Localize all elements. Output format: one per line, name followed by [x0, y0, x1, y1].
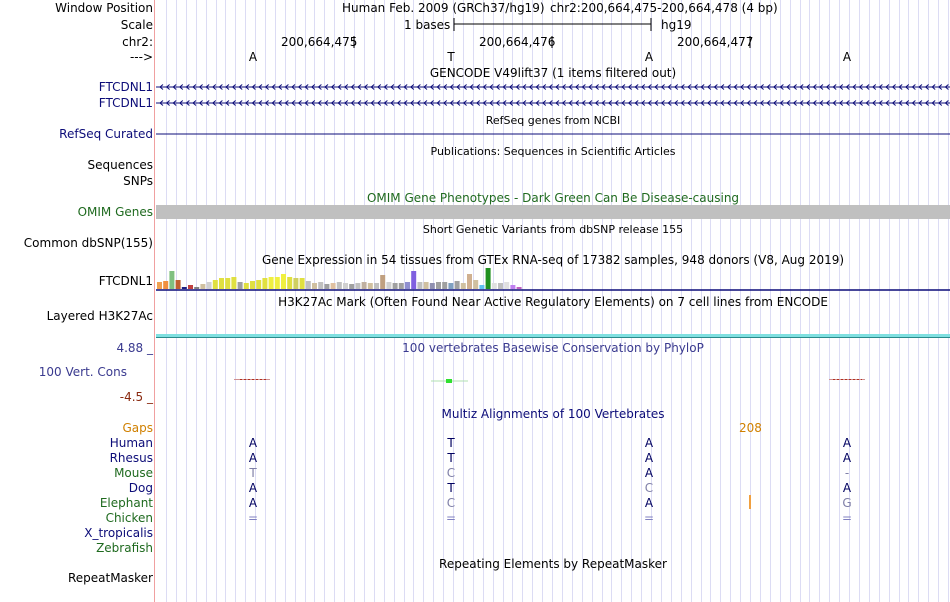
alignment-base: =	[445, 511, 457, 525]
alignment-base: C	[446, 466, 456, 480]
gap-marker	[749, 495, 751, 509]
alignment-base: A	[842, 481, 852, 495]
pubs-track-title[interactable]: Publications: Sequences in Scientific Articles	[430, 145, 676, 158]
species-label[interactable]: X_tropicalis	[84, 526, 153, 540]
alignment-base: A	[644, 451, 654, 465]
pubs-track-label[interactable]: Sequences	[87, 158, 153, 172]
dbsnp-track-title[interactable]: Short Genetic Variants from dbSNP release 155	[422, 223, 684, 236]
gaps-count: 208	[739, 421, 762, 435]
snps-track-label[interactable]: SNPs	[123, 174, 153, 188]
alignment-base: A	[248, 496, 258, 510]
alignment-base: T	[447, 436, 455, 450]
scale-label: Scale	[120, 18, 153, 32]
alignment-base: A	[842, 451, 852, 465]
alignment-base: -	[844, 466, 850, 480]
gaps-label: Gaps	[122, 421, 153, 435]
multiz-track-title[interactable]: Multiz Alignments of 100 Vertebrates	[441, 407, 665, 421]
phylop-track-title[interactable]: 100 vertebrates Basewise Conservation by PhyloP	[402, 341, 704, 355]
alignment-base: A	[644, 496, 654, 510]
chrom-label: chr2:	[122, 35, 153, 49]
base-letter: A	[842, 50, 852, 64]
alignment-base: T	[447, 481, 455, 495]
coord-tick: 200,664,475	[281, 35, 358, 49]
repeatmasker-track-label[interactable]: RepeatMasker	[67, 571, 153, 585]
species-label[interactable]: Mouse	[114, 466, 153, 480]
strand-label: --->	[129, 50, 153, 64]
alignment-base: T	[249, 466, 257, 480]
alignment-base: A	[644, 436, 654, 450]
alignment-base: A	[248, 436, 258, 450]
gtex-track-title[interactable]: Gene Expression in 54 tissues from GTEx RNA-seq of 17382 samples, 948 donors (V8, Aug 2019)	[261, 253, 845, 267]
base-letter: T	[447, 50, 455, 64]
species-label[interactable]: Zebrafish	[96, 541, 153, 555]
alignment-base: A	[248, 451, 258, 465]
alignment-base: T	[447, 451, 455, 465]
phylop-track-label[interactable]: 100 Vert. Cons	[38, 365, 127, 379]
window-position-label: Window Position	[55, 1, 153, 15]
refseq-track-title[interactable]: RefSeq genes from NCBI	[485, 114, 621, 127]
alignment-base: A	[644, 466, 654, 480]
omim-track-label[interactable]: OMIM Genes	[77, 205, 153, 219]
dbsnp-track-label[interactable]: Common dbSNP(155)	[23, 236, 153, 250]
h3k27ac-track-title[interactable]: H3K27Ac Mark (Often Found Near Active Regulatory Elements) on 7 cell lines from ENCODE	[278, 295, 828, 309]
alignment-base: G	[842, 496, 852, 510]
base-letter: A	[644, 50, 654, 64]
alignment-base: C	[446, 496, 456, 510]
coord-tick: 200,664,477	[677, 35, 754, 49]
refseq-track-label[interactable]: RefSeq Curated	[59, 127, 153, 141]
assembly-name: Human Feb. 2009 (GRCh37/hg19)	[342, 1, 545, 15]
scale-db: hg19	[661, 18, 692, 32]
species-label[interactable]: Dog	[128, 481, 153, 495]
gencode-item-label[interactable]: FTCDNL1	[98, 80, 153, 94]
gencode-item-label[interactable]: FTCDNL1	[98, 96, 153, 110]
species-label[interactable]: Human	[109, 436, 153, 450]
phylop-min-value: -4.5 _	[119, 390, 153, 404]
position-readout[interactable]: chr2:200,664,475-200,664,478 (4 bp)	[550, 1, 778, 15]
repeatmasker-track-title[interactable]: Repeating Elements by RepeatMasker	[439, 557, 667, 571]
scale-text: 1 bases	[404, 18, 451, 32]
alignment-base: =	[643, 511, 655, 525]
omim-track-title[interactable]: OMIM Gene Phenotypes - Dark Green Can Be Disease-causing	[366, 191, 740, 205]
coord-tick: 200,664,476	[479, 35, 556, 49]
gencode-track-title[interactable]: GENCODE V49lift37 (1 items filtered out)	[429, 66, 677, 80]
gtex-track-label[interactable]: FTCDNL1	[98, 274, 153, 288]
species-label[interactable]: Chicken	[105, 511, 153, 525]
alignment-base: A	[842, 436, 852, 450]
species-label[interactable]: Rhesus	[109, 451, 153, 465]
base-letter: A	[248, 50, 258, 64]
phylop-max-value: 4.88 _	[116, 341, 153, 355]
alignment-base: =	[247, 511, 259, 525]
alignment-base: A	[248, 481, 258, 495]
alignment-base: =	[841, 511, 853, 525]
h3k27ac-track-label[interactable]: Layered H3K27Ac	[46, 309, 153, 323]
species-label[interactable]: Elephant	[99, 496, 153, 510]
alignment-base: C	[644, 481, 654, 495]
